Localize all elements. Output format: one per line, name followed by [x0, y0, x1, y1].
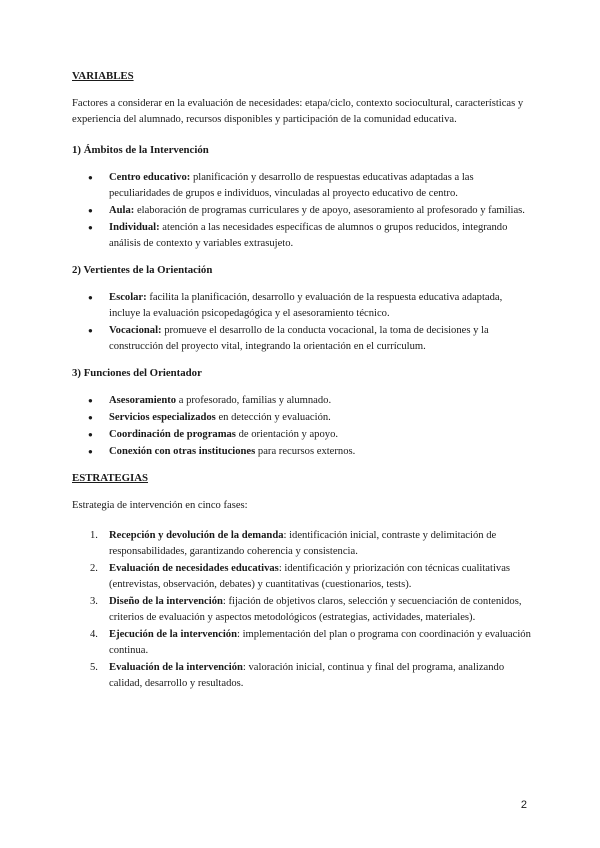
- list-item: [72, 290, 532, 322]
- list-item: [72, 220, 532, 252]
- item-term: Evaluación de necesidades educativas: [109, 563, 279, 574]
- item-term: Diseño de la intervención: [109, 596, 223, 607]
- item-text: para recursos externos.: [255, 446, 356, 457]
- item-number: 5.: [90, 662, 98, 673]
- list-item: [72, 594, 532, 626]
- item-term: Aula:: [109, 205, 135, 216]
- ambitos-heading: 1) Ámbitos de la Intervención: [72, 144, 209, 156]
- item-text: elaboración de programas curriculares y de apoyo, asesoramiento al profesorado y familias.: [134, 205, 525, 216]
- item-text: promueve el desarrollo de la conducta vocacional, la toma de decisiones y la construcción del proyecto vital, integrando la orientación en el currículum.: [109, 325, 489, 352]
- variables-intro: Factores a considerar en la evaluación de necesidades: etapa/ciclo, contexto sociocultural, características y experiencia del alumnado, recursos disponibles y participación de la comunidad educativa.: [72, 98, 524, 125]
- list-item: [72, 627, 532, 659]
- item-term: Coordinación de programas: [109, 429, 236, 440]
- item-text: en detección y evaluación.: [215, 412, 331, 423]
- page-number: 2: [520, 799, 527, 811]
- estrategias-list: [72, 528, 532, 692]
- item-number: 2.: [90, 563, 98, 574]
- funciones-heading: 3) Funciones del Orientador: [72, 367, 202, 379]
- item-text: planificación y desarrollo de respuestas educativas adaptadas a las peculiaridades de grupos e individuos, vinculadas al proyecto educativo de centro.: [109, 172, 474, 199]
- item-term: Asesoramiento: [109, 395, 177, 406]
- item-text: facilita la planificación, desarrollo y evaluación de la respuesta educativa adaptada, incluye la evaluación psicopedagógica y el asesoramiento técnico.: [109, 292, 503, 319]
- item-term: Escolar:: [109, 292, 147, 303]
- list-item: [72, 427, 532, 443]
- estrategias-intro: Estrategia de intervención en cinco fases:: [72, 500, 248, 511]
- item-text: : fijación de objetivos claros, selección y secuenciación de contenidos, criterios de evaluación y aspectos metodológicos (estrategias, actividades, materiales).: [109, 596, 522, 623]
- item-text: : valoración inicial, continua y final del programa, analizando calidad, desarrollo y resultados.: [109, 662, 505, 689]
- list-item: [72, 393, 532, 409]
- funciones-list: [72, 393, 532, 460]
- document-page: [72, 68, 532, 693]
- item-text: de orientación y apoyo.: [235, 429, 339, 440]
- item-text: atención a las necesidades específicas de alumnos o grupos reducidos, integrando análisis de contexto y variables extrasujeto.: [109, 222, 508, 249]
- item-text: a profesorado, familias y alumnado.: [176, 395, 332, 406]
- item-term: Ejecución de la intervención: [109, 629, 237, 640]
- item-number: 4.: [90, 629, 98, 640]
- item-term: Conexión con otras instituciones: [109, 446, 256, 457]
- estrategias-heading: ESTRATEGIAS: [72, 472, 149, 484]
- vertientes-heading: 2) Vertientes de la Orientación: [72, 264, 213, 276]
- list-item: [72, 660, 532, 692]
- list-item: [72, 561, 532, 593]
- vertientes-list: [72, 290, 532, 355]
- item-text: : implementación del plan o programa con coordinación y evaluación continua.: [109, 629, 531, 656]
- item-term: Individual:: [109, 222, 160, 233]
- item-term: Servicios especializados: [109, 412, 216, 423]
- list-item: [72, 170, 532, 202]
- item-term: Evaluación de la intervención: [109, 662, 243, 673]
- item-text: : identificación inicial, contraste y delimitación de responsabilidades, garantizando coherencia y consistencia.: [109, 530, 497, 557]
- item-term: Vocacional:: [109, 325, 162, 336]
- item-number: 3.: [90, 596, 98, 607]
- item-text: : identificación y priorización con técnicas cualitativas (entrevistas, observación, debates) y cuantitativas (cuestionarios, tests).: [109, 563, 511, 590]
- item-term: Recepción y devolución de la demanda: [109, 530, 284, 541]
- ambitos-list: [72, 170, 532, 252]
- variables-heading: VARIABLES: [72, 70, 134, 82]
- list-item: [72, 323, 532, 355]
- list-item: [72, 410, 532, 426]
- item-number: 1.: [90, 530, 98, 541]
- list-item: [72, 528, 532, 560]
- list-item: [72, 444, 532, 460]
- list-item: [72, 203, 532, 219]
- item-term: Centro educativo:: [109, 172, 191, 183]
